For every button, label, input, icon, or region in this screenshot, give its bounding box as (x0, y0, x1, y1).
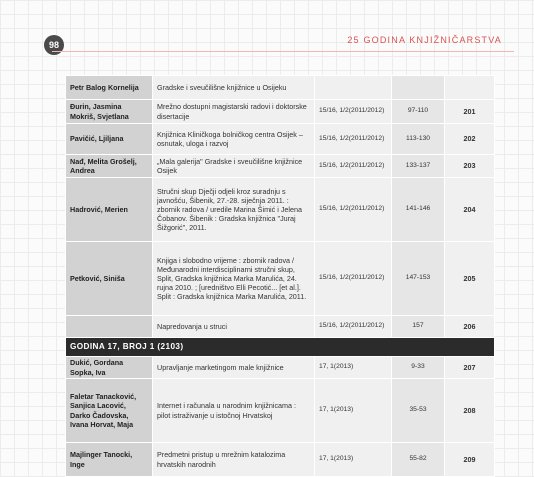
table-row (66, 316, 495, 338)
number-cell: 205 (445, 242, 495, 316)
number-cell: 209 (445, 443, 495, 477)
author-cell: Nađ, Melita Grošelj, Andrea (66, 155, 153, 178)
issue-cell: 15/16, 1/2(2011/2012) (315, 242, 392, 316)
author-cell: Petković, Siniša (66, 242, 153, 316)
author-cell (66, 316, 153, 338)
table-row (66, 178, 495, 242)
table-row (66, 443, 495, 477)
title-cell: Knjiga i slobodno vrijeme : zbornik radova / Međunarodni interdisciplinarni stručni skup, Split, Gradska knjižnica Marka Marulića, 24. rujna 2010. ; [uredništvo Elli Pecotić... [et al.]. Split : Gradska knjižnica Marka Marulića, 2011. (153, 242, 315, 316)
number-cell: 206 (445, 316, 495, 338)
table-row (66, 155, 495, 178)
issue-cell: 17, 1(2013) (315, 357, 392, 379)
table-row (66, 242, 495, 316)
issue-cell: 15/16, 1/2(2011/2012) (315, 100, 392, 124)
pages-cell: 147-153 (392, 242, 445, 316)
issue-cell: 15/16, 1/2(2011/2012) (315, 155, 392, 178)
number-cell: 207 (445, 357, 495, 379)
issue-cell: 15/16, 1/2(2011/2012) (315, 316, 392, 338)
title-cell: Knjižnica Kliničkoga bolničkog centra Osijek – osnutak, uloga i razvoj (153, 124, 315, 155)
issue-cell: 15/16, 1/2(2011/2012) (315, 178, 392, 242)
author-cell: Đurin, Jasmina Mokriš, Svjetlana (66, 100, 153, 124)
pages-cell (392, 76, 445, 100)
pages-cell: 113-130 (392, 124, 445, 155)
issue-cell: 17, 1(2013) (315, 443, 392, 477)
author-cell: Pavičić, Ljiljana (66, 124, 153, 155)
issue-cell: 15/16, 1/2(2011/2012) (315, 124, 392, 155)
page-number: 98 (44, 35, 64, 55)
table-row (66, 379, 495, 443)
pages-cell: 97-110 (392, 100, 445, 124)
pages-cell: 133-137 (392, 155, 445, 178)
author-cell: Majlinger Tanocki, Inge (66, 443, 153, 477)
title-cell: Mrežno dostupni magistarski radovi i doktorske disertacije (153, 100, 315, 124)
title-cell: Internet i računala u narodnim knjižnicama : pilot istraživanje u istočnoj Hrvatskoj (153, 379, 315, 443)
table-row (66, 357, 495, 379)
number-cell: 202 (445, 124, 495, 155)
number-cell: 203 (445, 155, 495, 178)
number-cell: 201 (445, 100, 495, 124)
number-cell: 208 (445, 379, 495, 443)
header-rule (52, 51, 514, 52)
author-cell: Dukić, Gordana Sopka, Iva (66, 357, 153, 379)
number-cell: 204 (445, 178, 495, 242)
section-heading-row (66, 338, 495, 357)
title-cell: Stručni skup Dječji odjeli kroz suradnju s javnošću, Šibenik, 27.-28. siječnja 2011. : zbornik radova / uredile Marina Šimić i Jelena Čobanov. Šibenik : Gradska knjižnica "Juraj Šižgorić", 2011. (153, 178, 315, 242)
issue-cell: 17, 1(2013) (315, 379, 392, 443)
author-cell: Hadrović, Merien (66, 178, 153, 242)
title-cell: Upravljanje marketingom male knjižnice (153, 357, 315, 379)
section-heading: GODINA 17, BROJ 1 (2103) (66, 338, 495, 357)
number-cell (445, 76, 495, 100)
pages-cell: 141-146 (392, 178, 445, 242)
title-cell: Predmetni pristup u mrežnim katalozima hrvatskih narodnih (153, 443, 315, 477)
issue-cell (315, 76, 392, 100)
author-cell: Faletar Tanacković, Sanjica Lacović, Darko Čadovska, Ivana Horvat, Maja (66, 379, 153, 443)
table-row (66, 100, 495, 124)
table-row (66, 76, 495, 100)
title-cell: Gradske i sveučilišne knjižnice u Osijeku (153, 76, 315, 100)
pages-cell: 35-53 (392, 379, 445, 443)
title-cell: „Mala galerija" Gradske i sveučilišne knjižnice Osijek (153, 155, 315, 178)
pages-cell: 9-33 (392, 357, 445, 379)
running-title: 25 GODINA KNJIŽNIČARSTVA (347, 35, 502, 45)
author-cell: Petr Balog Kornelija (66, 76, 153, 100)
title-cell: Napredovanja u struci (153, 316, 315, 338)
bibliography-table (65, 75, 495, 477)
pages-cell: 55-82 (392, 443, 445, 477)
table-row (66, 124, 495, 155)
pages-cell: 157 (392, 316, 445, 338)
